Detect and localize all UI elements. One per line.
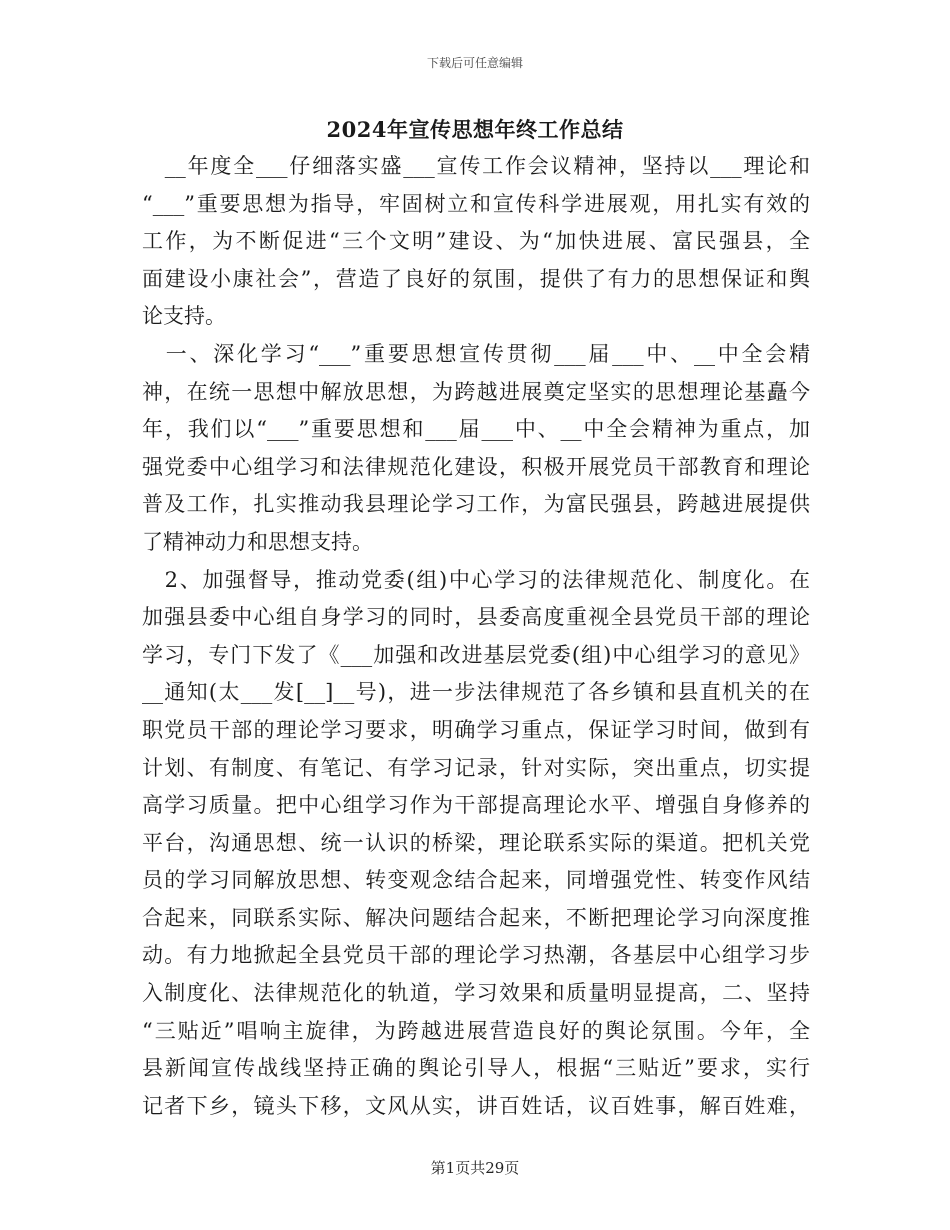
body-line: 论支持。 <box>142 304 226 329</box>
body-line: 平台，沟通思想、统一认识的桥梁，理论联系实际的渠道。把机关党 <box>142 830 810 855</box>
body-line: 动。有力地掀起全县党员干部的理论学习热潮，各基层中心组学习步 <box>142 943 810 968</box>
body-line: 职党员干部的理论学习要求，明确学习重点，保证学习时间，做到有 <box>142 717 810 742</box>
body-line: 强党委中心组学习和法律规范化建设，积极开展党员干部教育和理论 <box>142 454 810 479</box>
body-line: 记者下乡，镜头下移，文风从实，讲百姓话，议百姓事，解百姓难， <box>142 1093 810 1118</box>
body-line: 学习，专门下发了《___加强和改进基层党委(组)中心组学习的意见》 <box>142 642 810 667</box>
body-line: 县新闻宣传战线坚持正确的舆论引导人，根据“三贴近”要求，实行 <box>142 1056 810 1081</box>
body-line: “___”重要思想为指导，牢固树立和宣传科学进展观，用扎实有效的 <box>142 191 810 216</box>
body-line: 神，在统一思想中解放思想，为跨越进展奠定坚实的思想理论基矗今 <box>142 379 810 404</box>
body-line: __通知(太___发[__]__号)，进一步法律规范了各乡镇和县直机关的在 <box>142 680 810 705</box>
body-line: 2、加强督导，推动党委(组)中心学习的法律规范化、制度化。在 <box>142 567 810 592</box>
body-line: 普及工作，扎实推动我县理论学习工作，为富民强县，跨越进展提供 <box>142 492 810 517</box>
body-line: __年度全___仔细落实盛___宣传工作会议精神，坚持以___理论和 <box>142 154 810 178</box>
body-line: 入制度化、法律规范化的轨道，学习效果和质量明显提高，二、坚持 <box>142 981 810 1006</box>
body-line: 一、深化学习“___”重要思想宣传贯彻___届___中、__中全会精 <box>142 341 810 366</box>
page-footer: 第1页共29页 <box>430 1159 520 1177</box>
body-line: 了精神动力和思想支持。 <box>142 529 373 554</box>
body-line: 高学习质量。把中心组学习作为干部提高理论水平、增强自身修养的 <box>142 793 810 818</box>
body-line: 年，我们以“___”重要思想和___届___中、__中全会精神为重点，加 <box>142 417 810 442</box>
body-line: 加强县委中心组自身学习的同时，县委高度重视全县党员干部的理论 <box>142 605 810 630</box>
page-header-note: 下载后可任意编辑 <box>426 56 523 70</box>
body-line: 员的学习同解放思想、转变观念结合起来，同增强党性、转变作风结 <box>142 868 810 893</box>
document-body <box>142 148 810 1125</box>
body-line: “三贴近”唱响主旋律，为跨越进展营造良好的舆论氛围。今年，全 <box>142 1018 810 1043</box>
body-line: 合起来，同联系实际、解决问题结合起来，不断把理论学习向深度推 <box>142 905 810 930</box>
body-line: 面建设小康社会”，营造了良好的氛围，提供了有力的思想保证和舆 <box>142 266 810 291</box>
document-title: 2024年宣传思想年终工作总结 <box>326 117 624 142</box>
body-line: 计划、有制度、有笔记、有学习记录，针对实际，突出重点，切实提 <box>142 755 810 780</box>
body-line: 工作，为不断促进“三个文明”建设、为“加快进展、富民强县，全 <box>142 229 810 254</box>
